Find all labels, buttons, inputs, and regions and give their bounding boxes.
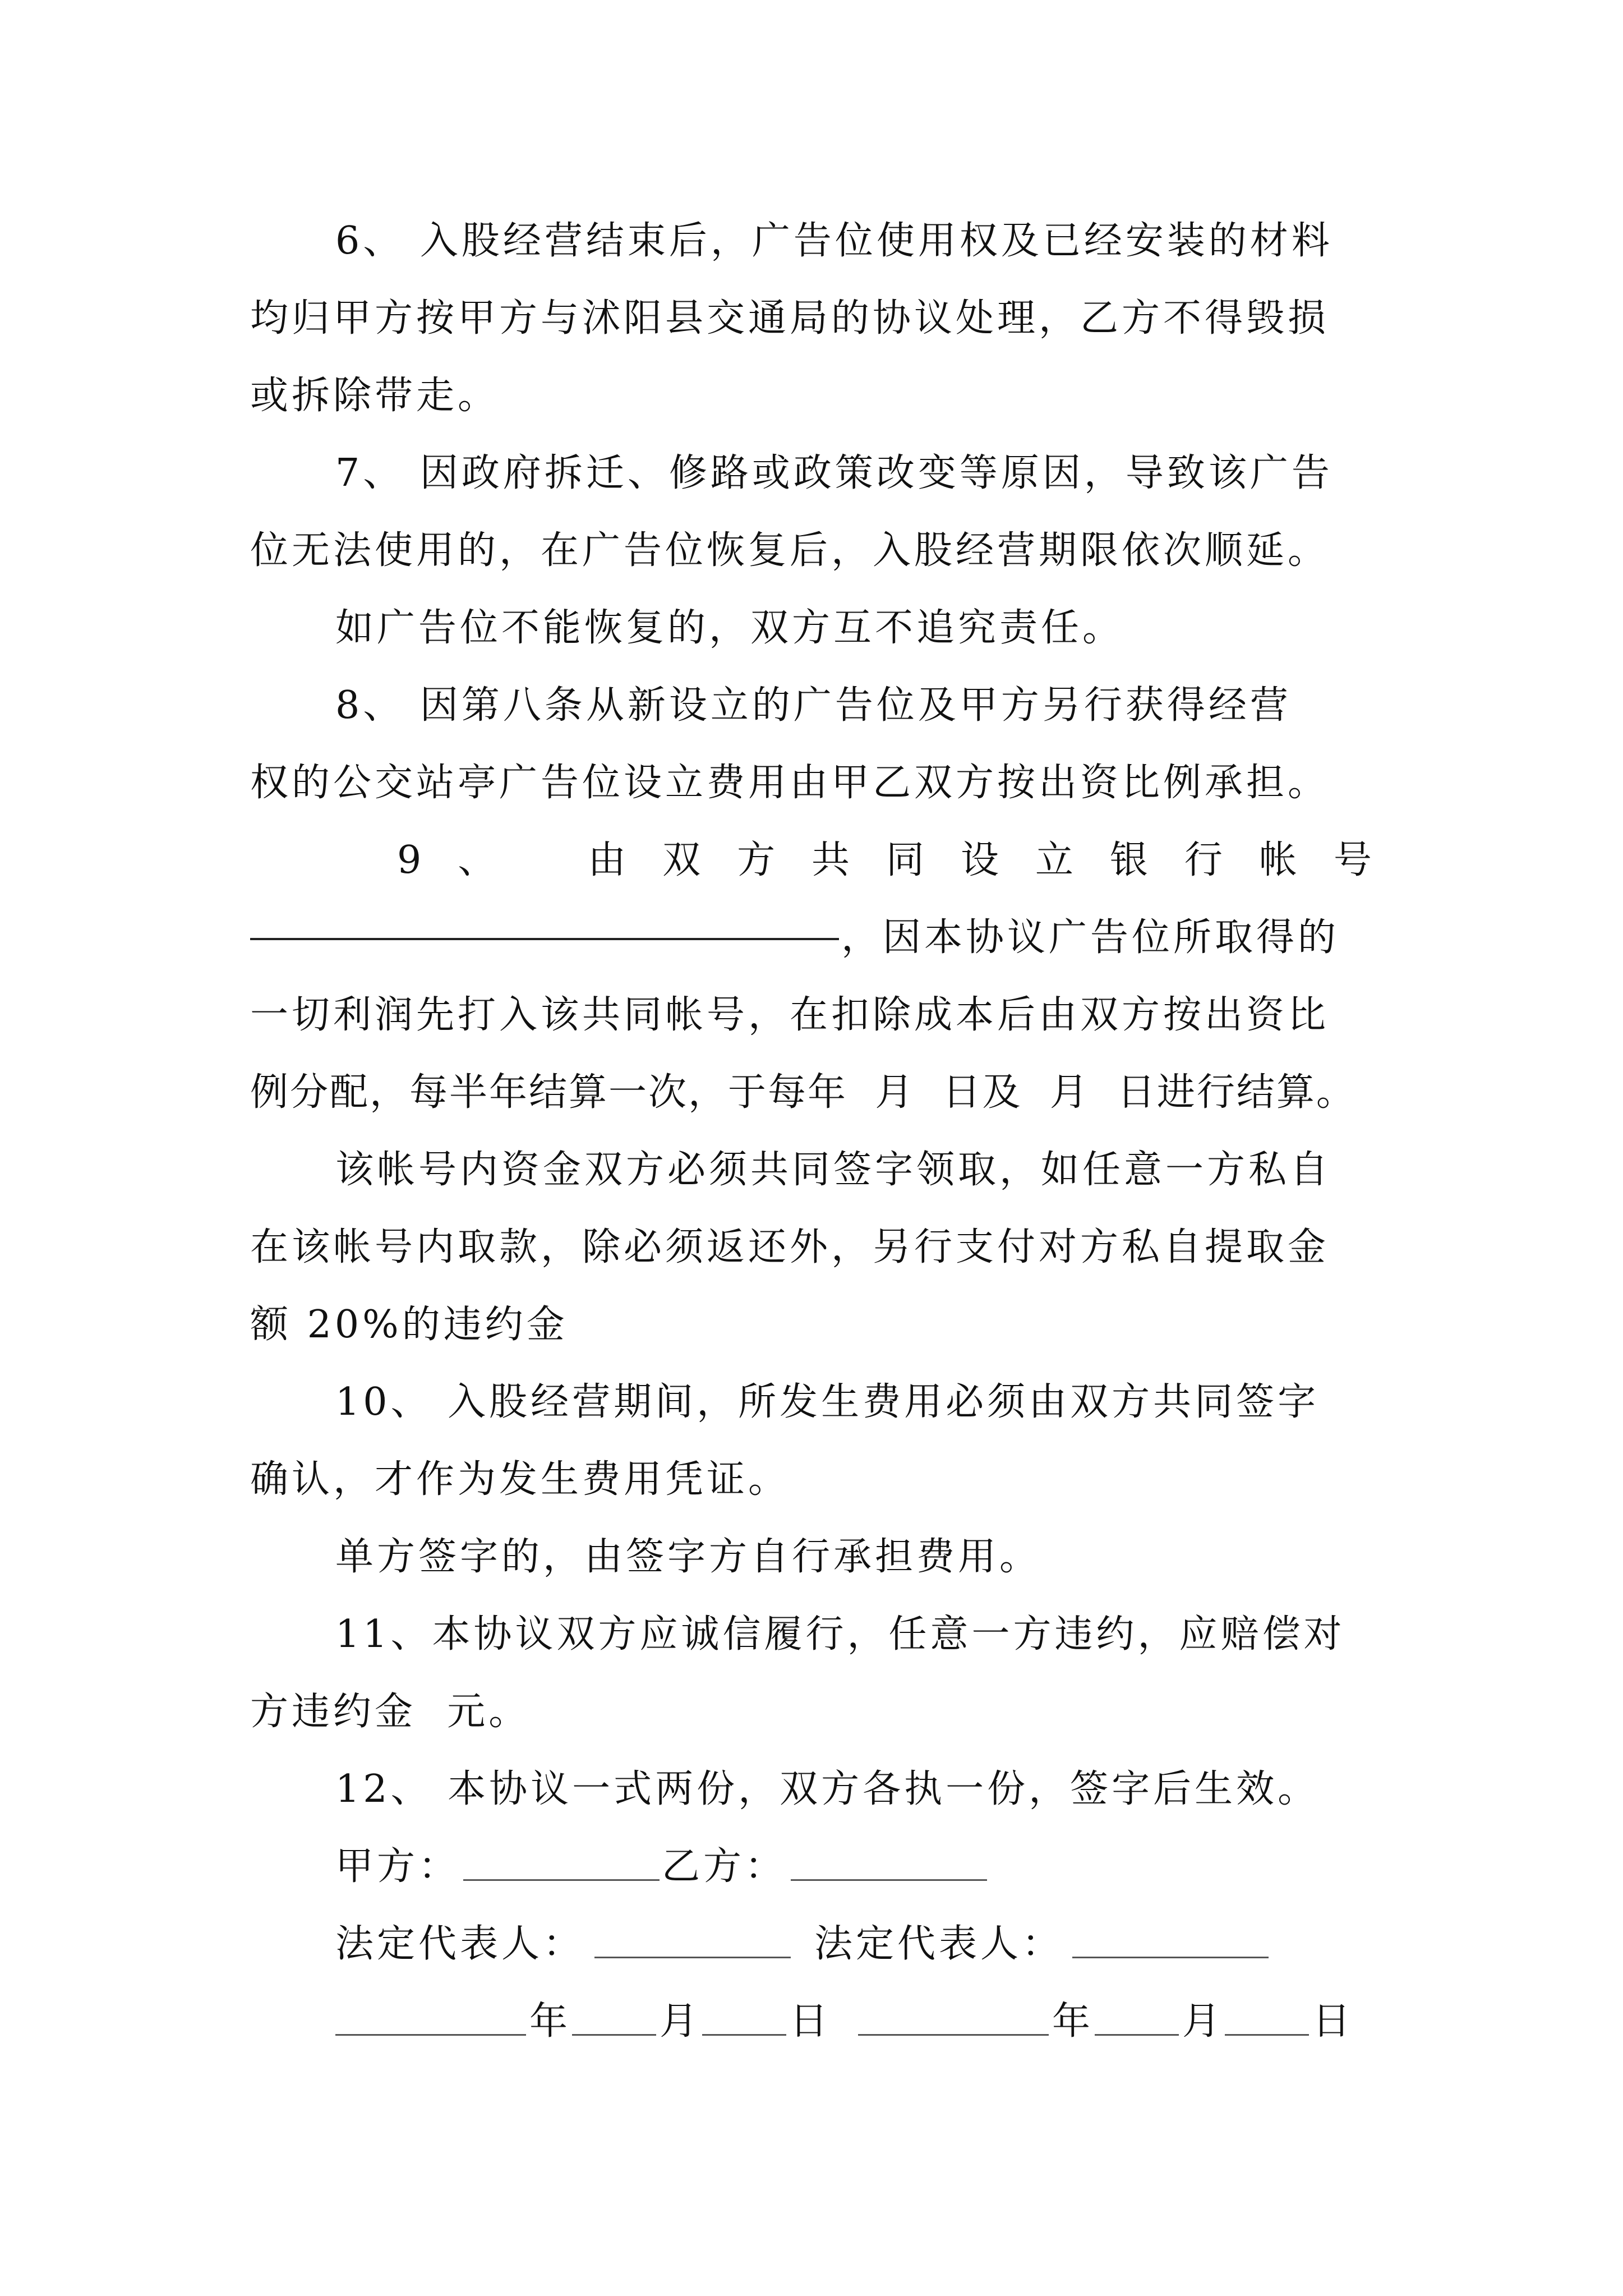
clause-7-line-1: 7、 因政府拆迁、修路或政策改变等原因，导致该广告	[335, 451, 1333, 495]
date-b-day-blank[interactable]	[1225, 2034, 1309, 2036]
clause-7-line-2: 位无法使用的，在广告位恢复后，入股经营期限依次顺延。	[250, 528, 1330, 573]
party-a-label: 甲方：	[335, 1844, 460, 1889]
date-a-day-label: 日	[790, 1999, 832, 2044]
clause-10-line-2: 确认，才作为发生费用凭证。	[250, 1457, 790, 1502]
date-b-month-label: 月	[1182, 1999, 1224, 2044]
clause-9-line-3: 一切利润先打入该共同帐号，在扣除成本后由双方按出资比	[250, 993, 1330, 1037]
account-number-line	[250, 938, 839, 940]
clause-11-line-1: 11、本协议双方应诚信履行，任意一方违约，应赔偿对	[335, 1612, 1345, 1657]
clause-9-word: 双	[662, 838, 704, 882]
rep-b-blank[interactable]	[1072, 1957, 1269, 1958]
date-b-day-label: 日	[1312, 1999, 1354, 2044]
clause-9-line-6: 在该帐号内取款，除必须返还外，另行支付对方私自提取金	[250, 1225, 1330, 1269]
rep-a-label: 法定代表人：	[335, 1922, 585, 1966]
clause-9-word: 号	[1333, 838, 1375, 882]
clause-9-line-4: 例分配，每半年结算一次，于每年 月 日及 月 日进行结算。	[250, 1070, 1356, 1115]
date-a-year-label: 年	[529, 1999, 571, 2044]
clause-10-line-3: 单方签字的，由签字方自行承担费用。	[335, 1535, 1041, 1579]
date-a-month-label: 月	[660, 1999, 702, 2044]
party-b-blank[interactable]	[791, 1879, 987, 1881]
clause-9-line-2: ，因本协议广告位所取得的	[841, 915, 1340, 960]
clause-9-word: 行	[1184, 838, 1226, 882]
date-a-day-blank[interactable]	[702, 2034, 786, 2036]
clause-9-word: 由	[588, 838, 630, 882]
clause-6-line-3: 或拆除带走。	[250, 374, 500, 418]
clause-8-line-1: 8、 因第八条从新设立的广告位及甲方另行获得经营	[335, 683, 1292, 728]
party-b-label: 乙方：	[662, 1844, 787, 1889]
clause-9-separator: 、	[458, 838, 500, 882]
clause-9-word: 帐	[1258, 838, 1301, 882]
clause-9-word: 银	[1109, 838, 1151, 882]
clause-9-line-1	[397, 838, 1375, 883]
date-b-year-label: 年	[1052, 1999, 1094, 2044]
clause-11-line-2: 方违约金 元。	[250, 1690, 531, 1734]
clause-9-word: 设	[960, 838, 1002, 882]
clause-7-line-3: 如广告位不能恢复的，双方互不追究责任。	[335, 606, 1124, 650]
date-a-month-blank[interactable]	[572, 2034, 656, 2036]
clause-9-line-7: 额 20%的违约金	[250, 1303, 568, 1347]
clause-9-word: 方	[737, 838, 779, 882]
rep-b-label: 法定代表人：	[814, 1922, 1064, 1966]
date-b-year-blank[interactable]	[858, 2034, 1049, 2036]
date-b-month-blank[interactable]	[1095, 2034, 1179, 2036]
clause-6-line-1: 6、 入股经营结束后，广告位使用权及已经安装的材料	[335, 219, 1333, 263]
date-a-year-blank[interactable]	[335, 2034, 526, 2036]
clause-9-number: 9	[397, 838, 425, 882]
clause-9-line-5: 该帐号内资金双方必须共同签字领取，如任意一方私自	[335, 1148, 1332, 1192]
rep-a-blank[interactable]	[594, 1957, 791, 1958]
clause-12-line-1: 12、 本协议一式两份，双方各执一份，签字后生效。	[335, 1767, 1320, 1811]
clause-9-word: 共	[811, 838, 854, 882]
clause-9-word: 同	[886, 838, 928, 882]
party-a-blank[interactable]	[463, 1879, 660, 1881]
clause-8-line-2: 权的公交站亭广告位设立费用由甲乙双方按出资比例承担。	[250, 761, 1330, 805]
clause-10-line-1: 10、 入股经营期间，所发生费用必须由双方共同签字	[335, 1380, 1320, 1424]
clause-6-line-2: 均归甲方按甲方与沭阳县交通局的协议处理，乙方不得毁损	[250, 296, 1330, 341]
clause-9-word: 立	[1035, 838, 1077, 882]
